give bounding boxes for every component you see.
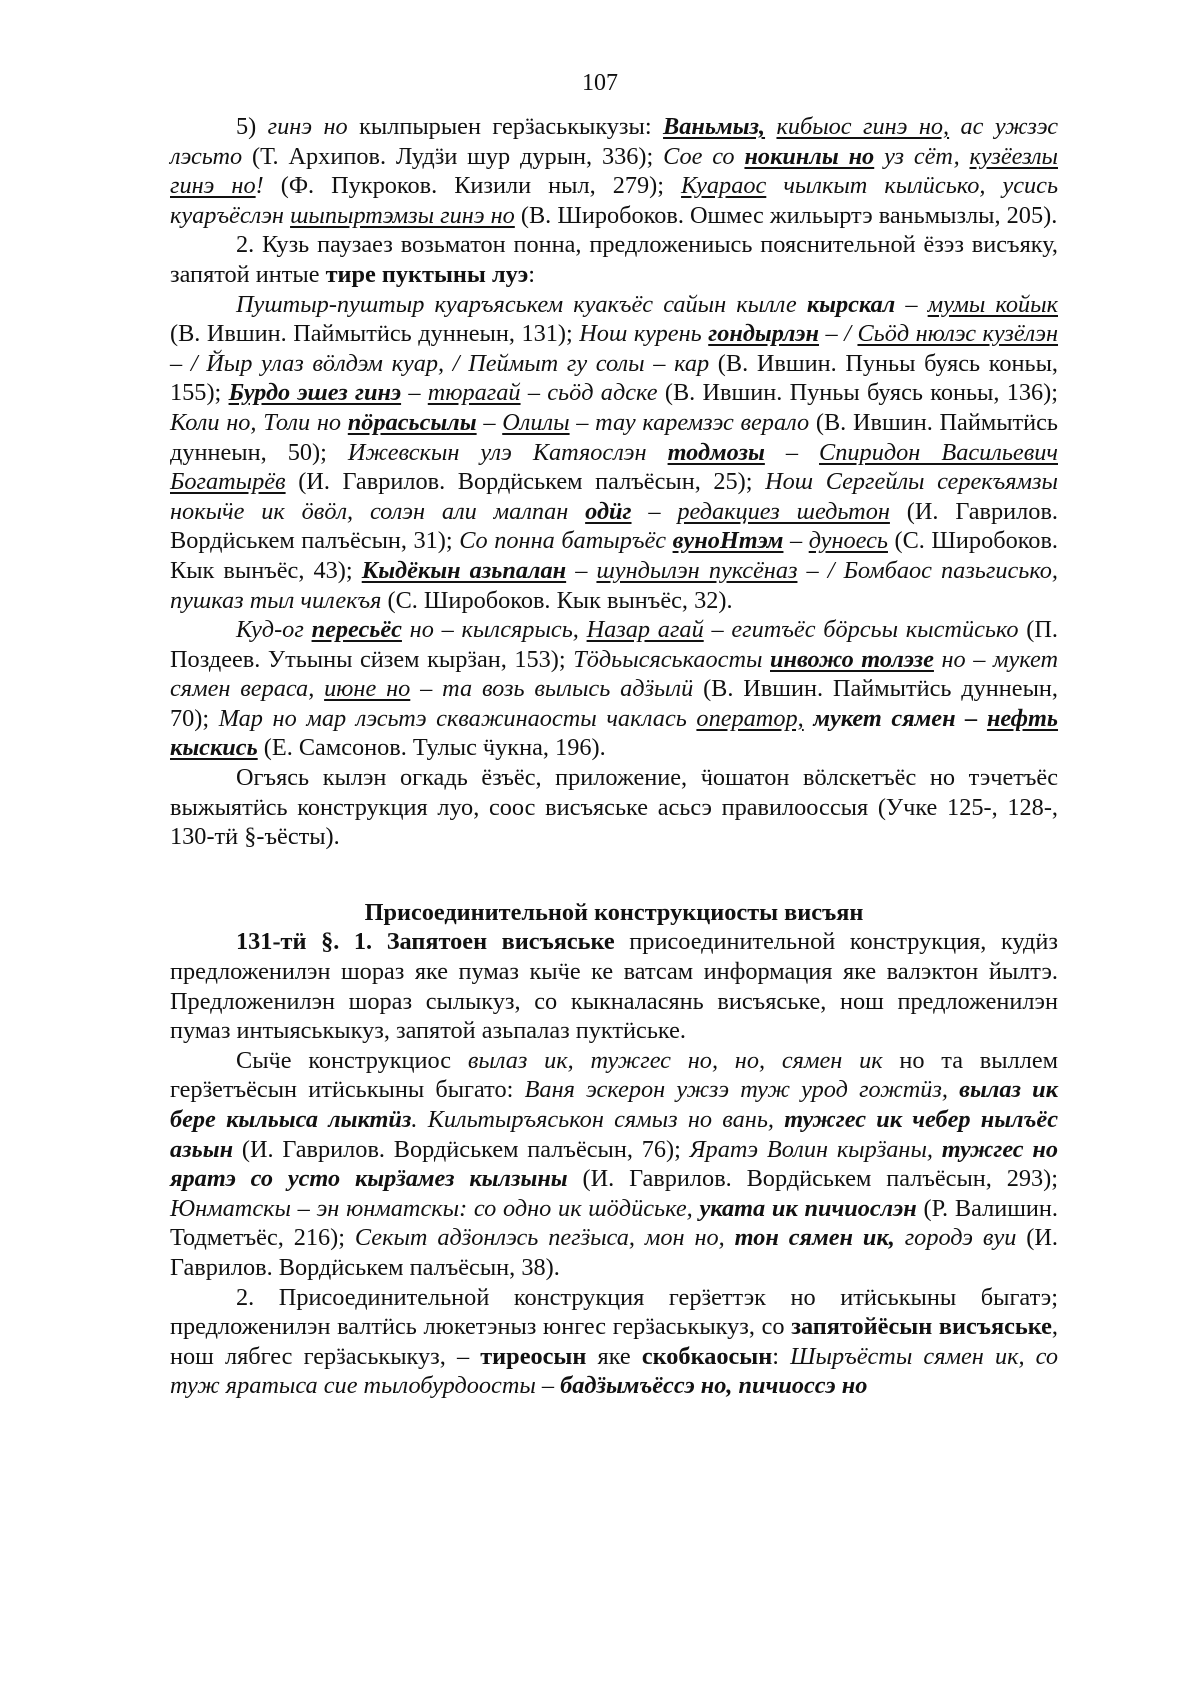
examples-2: Куд-ог пересьёс но – кылсярысь, Назар агай – егитъёс бӧрсьы кыстӥсько (П. Поздеев. Утьыны сӥзем кырӟан, 153); Тӧдьысяськаосты инвожо толэзе но – мукет сямен вераса, июне но – та возь вылысь адӟылӥ (В. Ившин. Паймытӥсь дуннеын, 70); Мар но мар лэсьтэ скважинаосты чаклась оператор, мукет сямен – нефть кыскись (Е. Самсонов. Тулыс ӵукна, 196). xyxy=(170,616,1059,762)
paragraph-5: 5) гинэ но кылпырыен герӟаськыкузы: Ваньмыз, кибыос гинэ но, ас ужзэс лэсьто (Т. Архипов. Лудӟи шур дурын, 336); Сое со нокинлы но уз сёт, кузёезлы гинэ но! (Ф. Пукроков. Кизили ныл, 279); Куараос чылкыт кылӥсько, усись куаръёслэн шыпыртэмзы гинэ но (В. Широбоков. Ошмес жильыртэ ваньмызлы, 205). xyxy=(170,113,1058,229)
body-text xyxy=(170,112,1058,1401)
paragraph-2-tire: 2. Кузь паузаез возьматон понна, предложениысь пояснительной ёзэз висъяку, запятой интые тире пуктыны луэ: xyxy=(170,231,1058,288)
paragraph-conjunctions: Сыӵе конструкциос вылаз ик, тужгес но, но, сямен ик но та выллем герӟетъёсын итӥськыны быгато: Ваня эскерон ужзэ туж урод гожтӥз, вылаз ик бере кыльыса лыктӥз. Кильтыръяськон сямыз но вань, тужгес ик чебер нылъёс азьын (И. Гаврилов. Вордӥськем палъёсын, 76); Яратэ Волин кырӟаны, тужгес но яратэ со усто кырӟамез кылзыны (И. Гаврилов. Вордӥськем палъёсын, 293); Юнматскы – эн юнматскы: со одно ик шӧдӥське, уката ик пичиослэн (Р. Валишин. Тодметъёс, 216); Секыт адӟонлэсь пегӟыса, мон но, тон сямен ик, городэ вуи (И. Гаврилов. Вордӥськем палъёсын, 38). xyxy=(170,1046,1059,1281)
paragraph-131-1: 131-тӥ §. 1. Запятоен висъяське присоединительной конструкция, кудӥз предложенилэн шораз яке пумаз кыӵе ке ватсам информация яке валэктон йылтэ. Предложенилэн шораз сылыкуз, со кыкналасянь висъяське, нош предложенилэн пумаз интыяськыкуз, запятой азьпалаз пуктӥське. xyxy=(170,928,1058,1045)
paragraph-note: Огъясь кылэн огкадь ёзъёс, приложение, ӵошатон вӧлскетъёс но тэчетъёс выжыятӥсь конструкция луо, соос висъяське асьсэ правилооссыя (Учке 125-, 128-, 130-тӥ §-ъёсты). xyxy=(170,764,1058,851)
paragraph-131-2: 2. Присоединительной конструкция герӟеттэк но итӥськыны быгатэ; предложенилэн валтӥсь люкетэныз юнгес герӟаськыкуз, со запятойёсын висъяське, нош лябгес герӟаськыкуз, – тиреосын яке скобкаосын: Шыръёсты сямен ик, со туж яратыса сие тылобурдооcты – бадӟымъёссэ но, пичиоссэ но xyxy=(170,1283,1059,1400)
page-number: 107 xyxy=(582,70,618,96)
section-gap xyxy=(170,852,1058,898)
section-heading: Присоединительной конструкциосты висъян xyxy=(364,898,864,926)
examples-tire: Пуштыр-пуштыр куаръяськем куакъёс сайын кылле кырскал – мумы койык (В. Ившин. Паймытӥсь дуннеын, 131); Нош курень гондырлэн – / Сьӧд нюлэс кузёлэн – / Йыр улаз вӧлдэм куар, / Пеймыт гу солы – кар (В. Ившин. Пуньы буясь коньы, 155); Бурдо эшез гинэ – тюрагай – сьӧд адске (В. Ившин. Пуньы буясь коньы, 136); Коли но, Толи но пӧрасьсылы – Олилы – тау каремзэс верало (В. Ившин. Паймытӥсь дуннеын, 50); Ижевскын улэ Катяослэн тодмозы – Спиридон Васильевич Богатырёв (И. Гаврилов. Вордӥськем палъёсын, 25); Нош Сергейлы серекъямзы нокыӵе ик ӧвӧл, солэн али малпан одӥг – редакциез шедьтон (И. Гаврилов. Вордӥськем палъёсын, 31); Со понна батыръёс вуноНтэм – дуноесь (С. Широбоков. Кык вынъёс, 43); Кыдёкын азьпалан – шундылэн пуксёназ – / Бомбаос пазьгисько, пушказ тыл чилекъя (С. Широбоков. Кык вынъёс, 32). xyxy=(170,290,1059,614)
